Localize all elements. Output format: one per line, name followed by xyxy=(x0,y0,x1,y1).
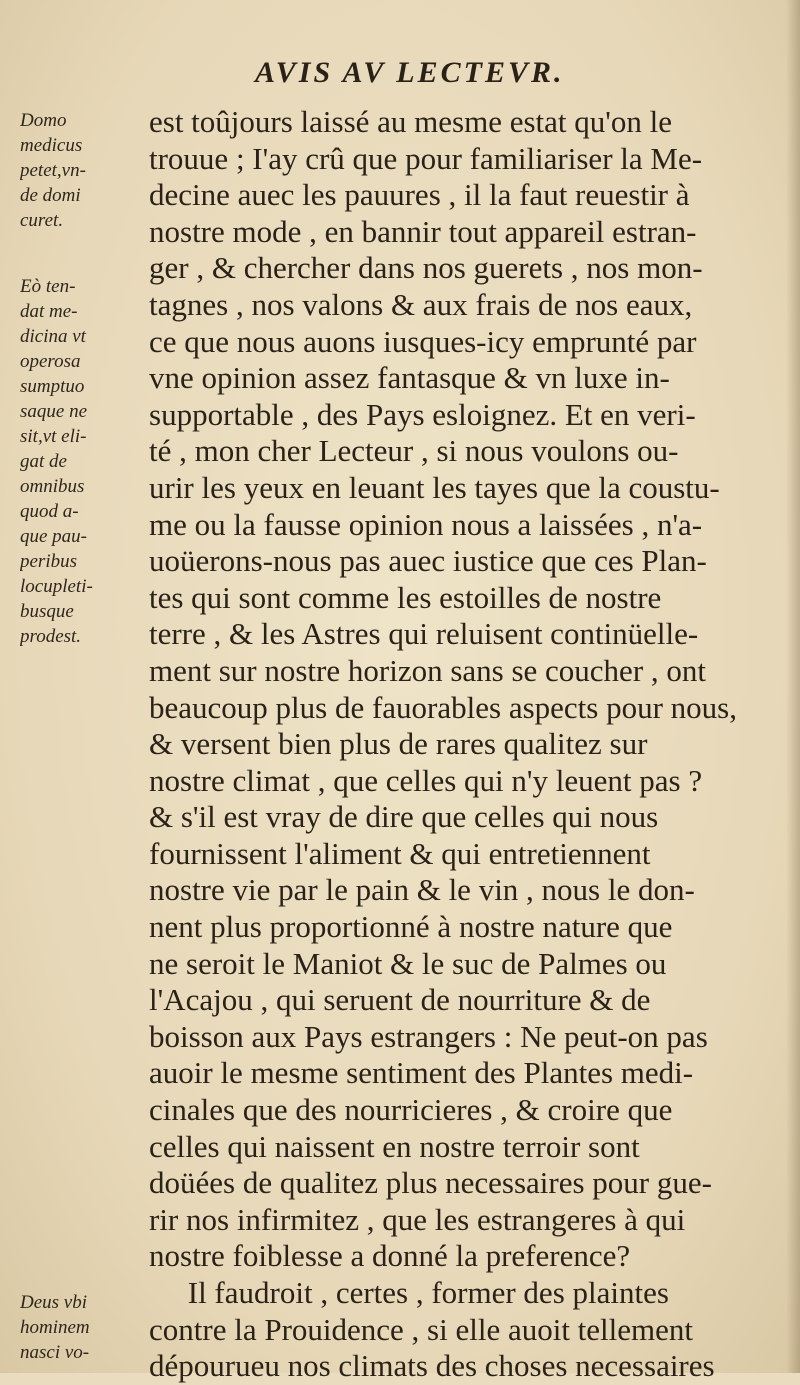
text-line: boisson aux Pays estrangers : Ne peut-on pas xyxy=(149,1018,708,1054)
margin-line: dat me- xyxy=(20,301,78,322)
margin-line: operosa xyxy=(20,351,81,372)
text-line: decine auec les pauures , il la faut reuestir à xyxy=(149,177,690,213)
text-line: tes qui sont comme les estoilles de nostre xyxy=(149,579,662,615)
text-line: tagnes , nos valons & aux frais de nos eaux, xyxy=(149,286,693,322)
text-line: urir les yeux en leuant les tayes que la coustu- xyxy=(149,469,720,505)
margin-line: Eò ten- xyxy=(20,276,76,297)
margin-note-1 xyxy=(20,108,148,233)
margin-line: locupleti- xyxy=(20,576,93,597)
text-line: uoüerons-nous pas auec iustice que ces Plan- xyxy=(149,543,707,579)
text-line: ce que nous auons iusques-icy emprunté par xyxy=(149,323,697,359)
margin-line: petet,vn- xyxy=(20,160,86,181)
text-line: rir nos infirmitez , que les estrangeres à qui xyxy=(149,1201,686,1237)
text-line: nostre climat , que celles qui n'y leuent pas ? xyxy=(149,762,703,798)
text-line: l'Acajou , qui seruent de nourriture & de xyxy=(149,982,651,1018)
running-title: AVIS AV LECTEVR. xyxy=(255,56,565,89)
text-line: nostre foiblesse a donné la preference? xyxy=(149,1238,631,1274)
margin-line: que pau- xyxy=(20,526,88,547)
margin-line: de domi xyxy=(20,185,81,206)
text-line: ger , & chercher dans nos guerets , nos mon- xyxy=(149,250,703,286)
margin-line: saque ne xyxy=(20,401,88,422)
body-text xyxy=(149,104,789,1385)
text-line: supportable , des Pays esloignez. Et en veri- xyxy=(149,396,696,432)
margin-line: sumptuo xyxy=(20,376,85,397)
text-line: auoir le mesme sentiment des Plantes medi- xyxy=(149,1055,694,1091)
text-line: vne opinion assez fantasque & vn luxe in- xyxy=(149,360,670,396)
margin-line: Deus vbi xyxy=(20,1292,88,1313)
text-line: doüées de qualitez plus necessaires pour gue- xyxy=(149,1165,712,1201)
text-line: Il faudroit , certes , former des plaintes xyxy=(149,1275,669,1310)
margin-line: Domo xyxy=(20,110,67,131)
text-line: té , mon cher Lecteur , si nous voulons ou- xyxy=(149,433,679,469)
margin-line: sit,vt eli- xyxy=(20,426,87,447)
margin-line: peribus xyxy=(20,551,77,572)
text-line: fournissent l'aliment & qui entretiennent xyxy=(149,835,651,871)
text-line: nent plus proportionné à nostre nature que xyxy=(149,909,673,945)
margin-line: omnibus xyxy=(20,476,85,497)
text-line: dépourueu nos climats des choses necessaires xyxy=(149,1348,715,1384)
text-line: beaucoup plus de fauorables aspects pour nous, xyxy=(149,689,737,725)
text-line: est toûjours laissé au mesme estat qu'on le xyxy=(149,104,673,139)
text-line: cinales que des nourricieres , & croire que xyxy=(149,1092,673,1128)
margin-line: hominem xyxy=(20,1317,90,1338)
text-line: ment sur nostre horizon sans se coucher , ont xyxy=(149,652,707,688)
text-line: trouue ; I'ay crû que pour familiariser la Me- xyxy=(149,140,703,176)
margin-line: nasci vo- xyxy=(20,1342,90,1363)
margin-line: medicus xyxy=(20,135,83,156)
text-line: & versent bien plus de rares qualitez sur xyxy=(149,726,648,762)
text-line: nostre mode , en bannir tout appareil estran- xyxy=(149,213,697,249)
margin-note-3 xyxy=(20,1290,148,1365)
text-line: terre , & les Astres qui reluisent continüelle- xyxy=(149,616,699,652)
margin-line: busque xyxy=(20,601,74,622)
text-line: contre la Prouidence , si elle auoit tellement xyxy=(149,1311,694,1347)
margin-line: prodest. xyxy=(20,626,82,647)
margin-line: quod a- xyxy=(20,501,79,522)
text-line: nostre vie par le pain & le vin , nous le don- xyxy=(149,872,695,908)
margin-note-2 xyxy=(20,274,148,649)
margin-line: dicina vt xyxy=(20,326,86,347)
text-line: me ou la fausse opinion nous a laissées , n'a- xyxy=(149,506,703,542)
margin-line: curet. xyxy=(20,210,64,231)
text-line: & s'il est vray de dire que celles qui nous xyxy=(149,799,659,835)
text-line: celles qui naissent en nostre terroir sont xyxy=(149,1128,640,1164)
margin-line: gat de xyxy=(20,451,67,472)
text-line: ne seroit le Maniot & le suc de Palmes ou xyxy=(149,945,667,981)
